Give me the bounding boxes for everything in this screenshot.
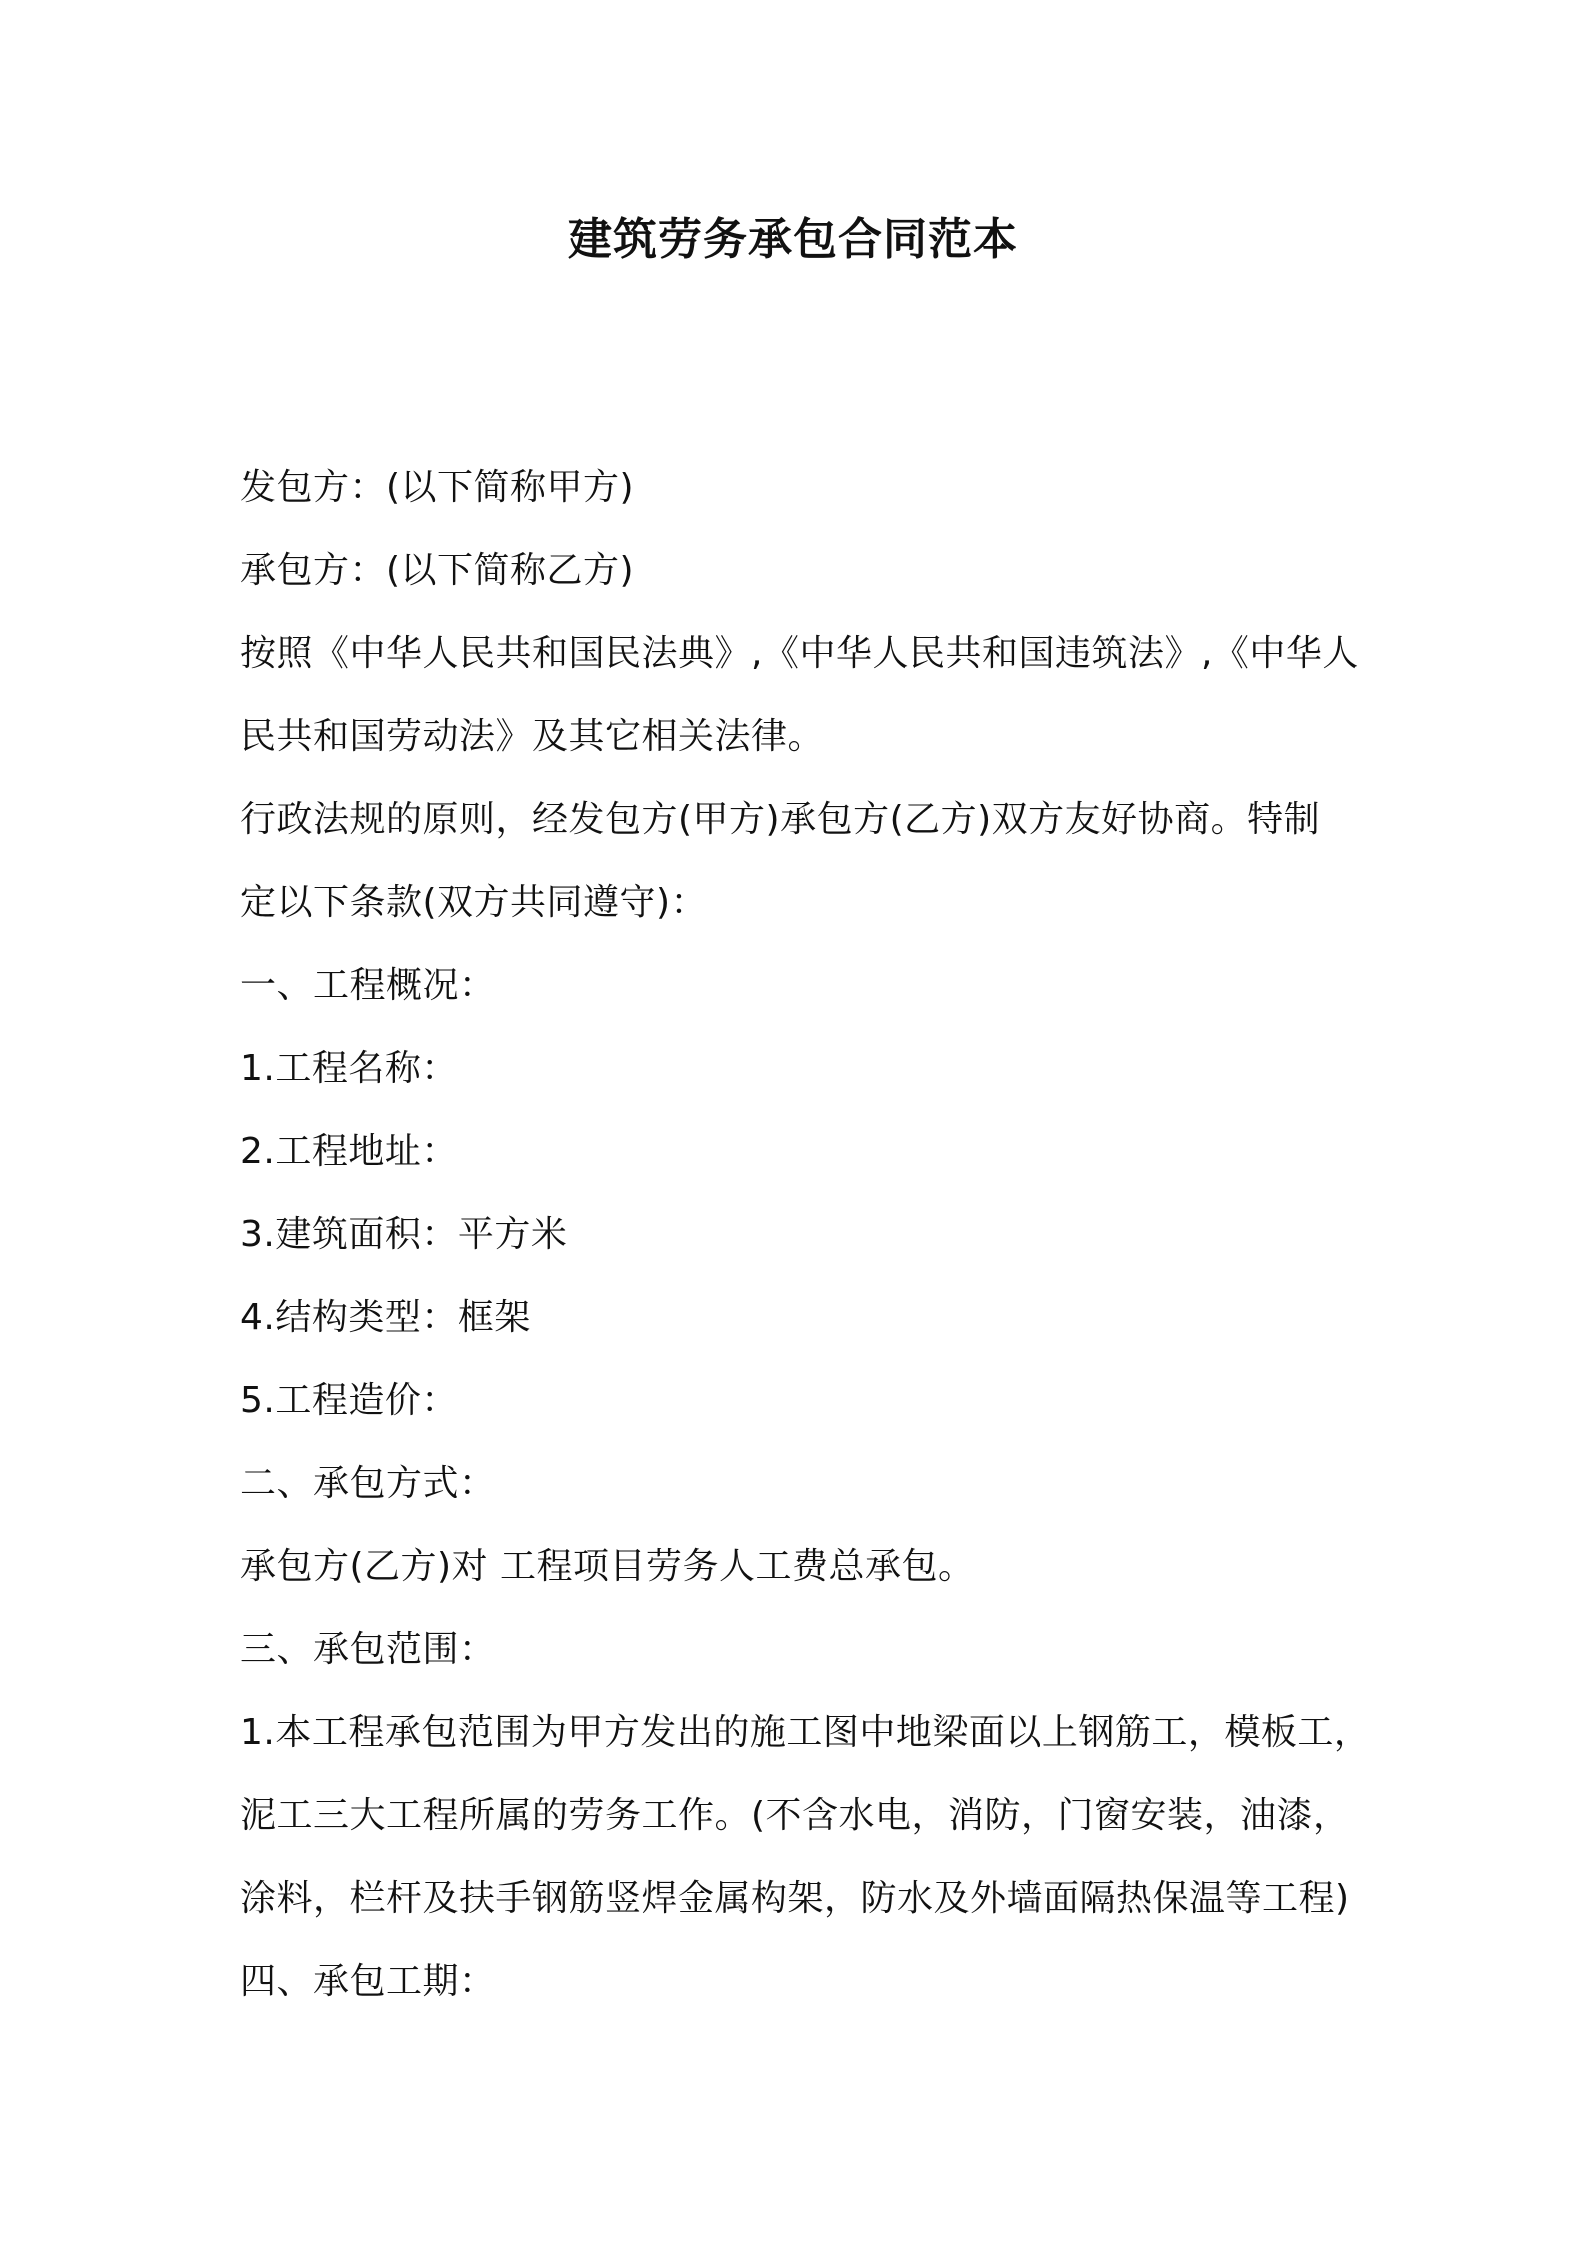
structure-type-line: 4.结构类型：框架 [240, 1297, 531, 1338]
preamble-line-1: 按照《中华人民共和国民法典》,《中华人民共和国违筑法》,《中华人 [240, 633, 1359, 674]
contract-method-line: 承包方(乙方)对 工程项目劳务人工费总承包。 [240, 1546, 975, 1587]
preamble-line-3: 行政法规的原则，经发包方(甲方)承包方(乙方)双方友好协商。特制 [240, 799, 1321, 840]
section-heading-2: 二、承包方式： [240, 1463, 496, 1504]
section-heading-3: 三、承包范围： [240, 1629, 496, 1670]
party-b-line: 承包方：(以下简称乙方) [240, 550, 635, 591]
party-a-line: 发包方：(以下简称甲方) [240, 467, 635, 508]
section-heading-1: 一、工程概况： [240, 965, 496, 1006]
section-heading-4: 四、承包工期： [240, 1961, 496, 2002]
project-cost-line: 5.工程造价： [240, 1380, 458, 1421]
document-body [240, 446, 1370, 2023]
scope-line-2: 泥工三大工程所属的劳务工作。(不含水电，消防，门窗安装，油漆， [240, 1795, 1350, 1836]
scope-line-1: 1.本工程承包范围为甲方发出的施工图中地梁面以上钢筋工，模板工， [240, 1712, 1371, 1753]
preamble-line-2: 民共和国劳动法》及其它相关法律。 [240, 716, 825, 757]
document-title: 建筑劳务承包合同范本 [568, 214, 1018, 265]
preamble-line-4: 定以下条款(双方共同遵守)： [240, 882, 708, 923]
scope-line-3: 涂料，栏杆及扶手钢筋竖焊金属构架，防水及外墙面隔热保温等工程) [240, 1878, 1350, 1919]
project-address-line: 2.工程地址： [240, 1131, 458, 1172]
building-area-line: 3.建筑面积：平方米 [240, 1214, 568, 1255]
project-name-line: 1.工程名称： [240, 1048, 458, 1089]
